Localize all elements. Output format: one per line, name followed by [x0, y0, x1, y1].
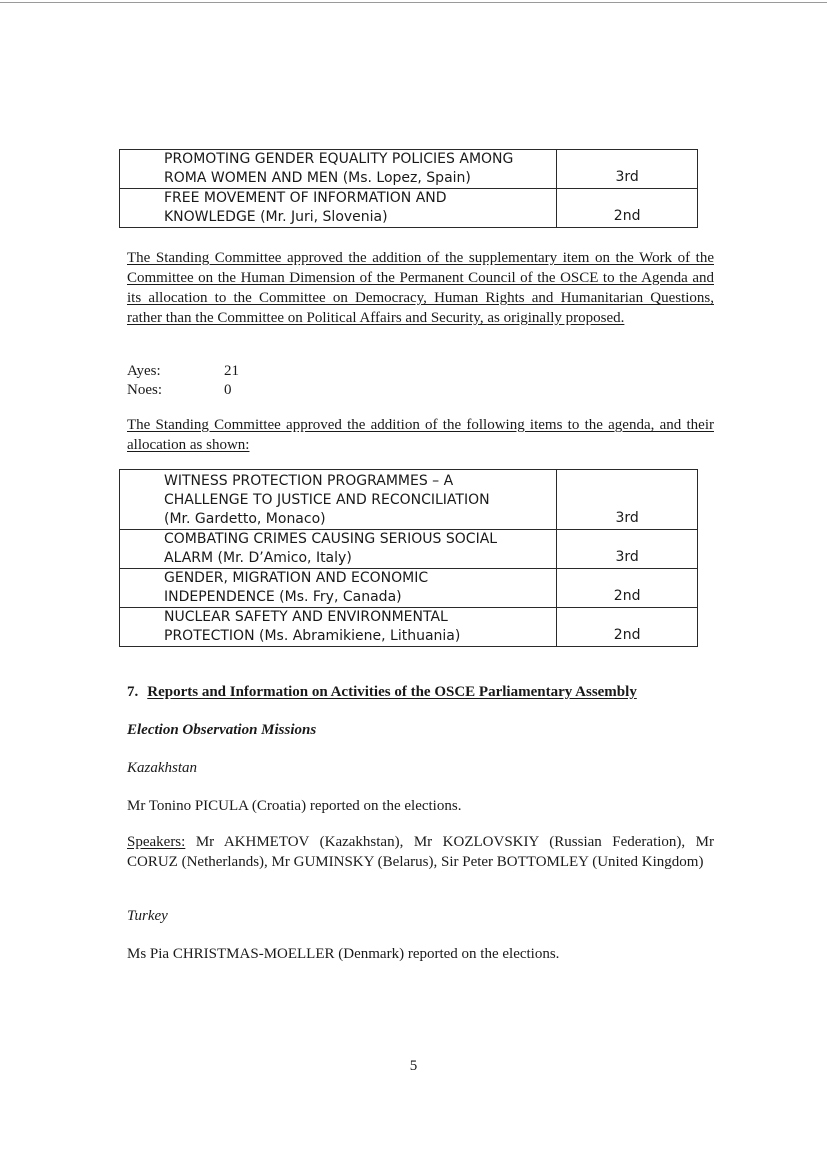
noes-row — [127, 380, 232, 400]
table-row — [120, 189, 698, 228]
item-cell — [120, 569, 557, 608]
item-cell — [120, 189, 557, 228]
top-rule — [0, 2, 827, 3]
ayes-value: 21 — [224, 363, 239, 379]
supplementary-item-paragraph: The Standing Committee approved the addition of the supplementary item on the Work of the Committee on the Human Dimension of the Permanent Council of the OSCE to the Agenda and its allocation to the Committee on Democracy, Human Rights and Humanitarian Questions, rather than the Committee on Political Affairs and Security, as originally proposed. — [127, 250, 714, 326]
item-cell — [120, 470, 557, 530]
table-row — [120, 530, 698, 569]
turkey-report: Ms Pia CHRISTMAS-MOELLER (Denmark) reported on the elections. — [127, 946, 560, 962]
item-line: NUCLEAR SAFETY AND ENVIRONMENTAL — [164, 609, 448, 625]
session-cell: 2nd — [557, 569, 698, 608]
kazakhstan-report: Mr Tonino PICULA (Croatia) reported on the elections. — [127, 798, 462, 814]
section-title: Reports and Information on Activities of the OSCE Parliamentary Assembly — [147, 684, 637, 700]
item-line: PROMOTING GENDER EQUALITY POLICIES AMONG — [164, 151, 514, 167]
item-cell — [120, 150, 557, 189]
speakers-label: Speakers: — [127, 834, 186, 850]
kazakhstan-speakers — [127, 832, 714, 872]
noes-value: 0 — [224, 382, 232, 398]
ayes-label: Ayes: — [127, 363, 161, 379]
item-line: COMBATING CRIMES CAUSING SERIOUS SOCIAL — [164, 531, 498, 547]
table-row — [120, 470, 698, 530]
session-cell: 2nd — [557, 189, 698, 228]
item-cell — [120, 608, 557, 647]
speakers-list: Mr AKHMETOV (Kazakhstan), Mr KOZLOVSKIY (Russian Federation), Mr CORUZ (Netherlands), Mr GUMINSKY (Belarus), Sir Peter BOTTOMLEY (United Kingdom) — [127, 834, 714, 870]
item-line: ALARM (Mr. D’Amico, Italy) — [164, 550, 352, 566]
table-row — [120, 569, 698, 608]
ayes-row — [127, 361, 239, 381]
item-line: FREE MOVEMENT OF INFORMATION AND — [164, 190, 447, 206]
agenda-items-table-1 — [119, 149, 698, 228]
item-line: GENDER, MIGRATION AND ECONOMIC — [164, 570, 429, 586]
session-cell: 3rd — [557, 150, 698, 189]
item-line: ROMA WOMEN AND MEN (Ms. Lopez, Spain) — [164, 170, 471, 186]
session-cell: 2nd — [557, 608, 698, 647]
noes-label: Noes: — [127, 382, 162, 398]
country-heading-turkey: Turkey — [127, 908, 168, 924]
session-cell: 3rd — [557, 530, 698, 569]
agenda-items-table-2 — [119, 469, 698, 647]
session-cell: 3rd — [557, 470, 698, 530]
section-number: 7. — [127, 684, 139, 700]
table-row — [120, 608, 698, 647]
country-heading-kazakhstan: Kazakhstan — [127, 760, 198, 776]
item-line: PROTECTION (Ms. Abramikiene, Lithuania) — [164, 628, 461, 644]
item-cell — [120, 530, 557, 569]
added-items-paragraph: The Standing Committee approved the addition of the following items to the agenda, and their allocation as shown: — [127, 417, 714, 453]
item-line: WITNESS PROTECTION PROGRAMMES – A — [164, 473, 454, 489]
item-line: KNOWLEDGE (Mr. Juri, Slovenia) — [164, 209, 388, 225]
item-line: CHALLENGE TO JUSTICE AND RECONCILIATION — [164, 492, 490, 508]
section-heading — [127, 684, 637, 701]
table-row — [120, 150, 698, 189]
page-number: 5 — [409, 1058, 418, 1074]
item-line: INDEPENDENCE (Ms. Fry, Canada) — [164, 589, 402, 605]
subheading: Election Observation Missions — [127, 722, 317, 738]
item-line: (Mr. Gardetto, Monaco) — [164, 511, 326, 527]
